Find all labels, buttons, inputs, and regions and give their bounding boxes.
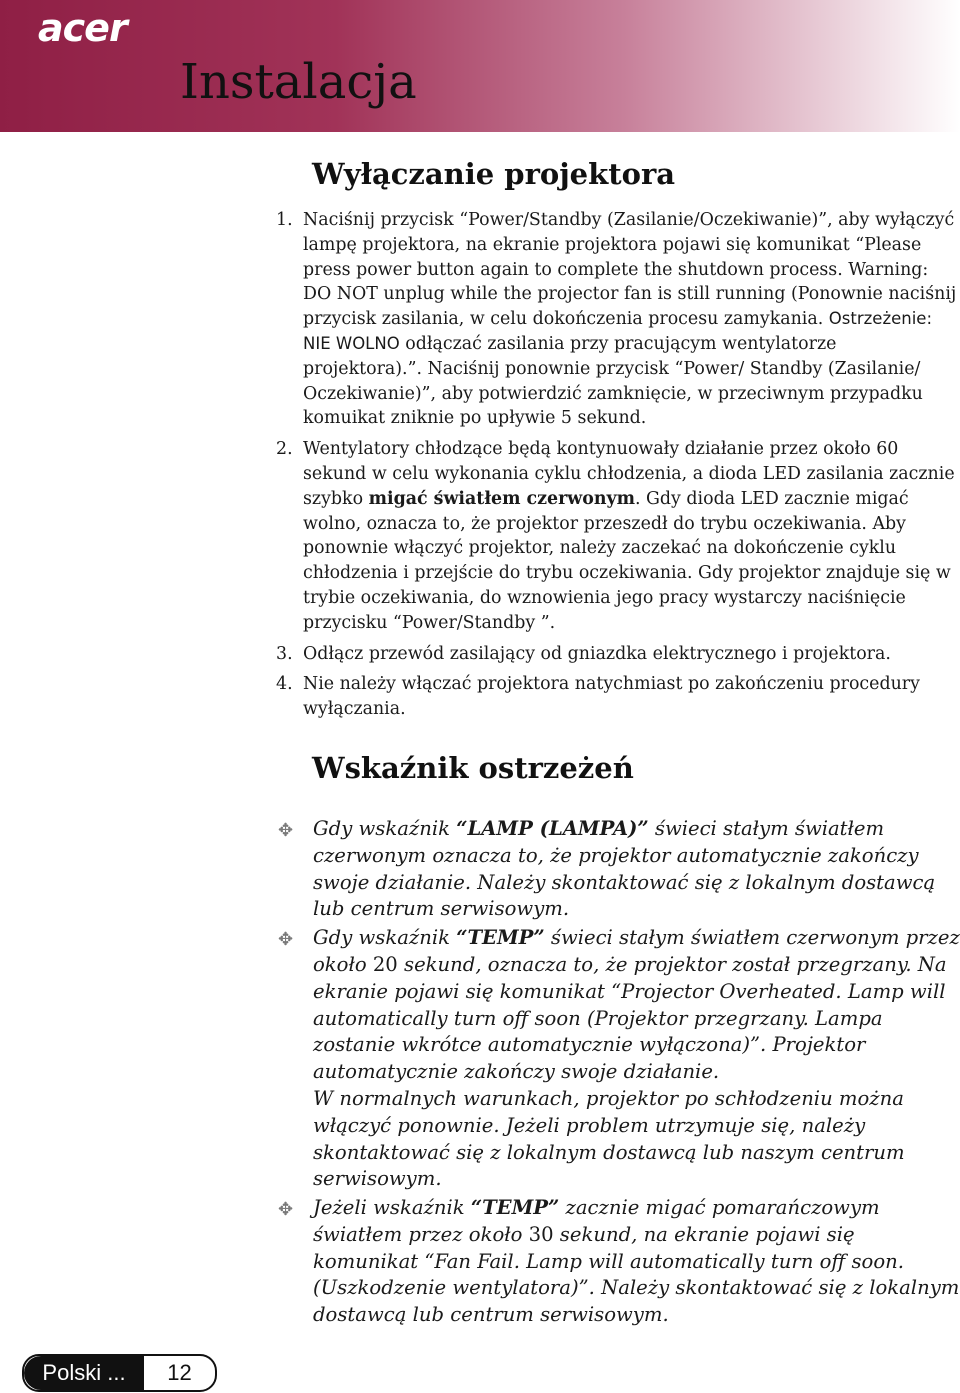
warning-text: Gdy wskaźnik <box>313 926 457 950</box>
footer-language: Polski ... <box>24 1356 144 1390</box>
list-item <box>276 208 960 431</box>
step-text-continued: . Gdy dioda LED zacznie migać wolno, oznacza to, że projektor przeszedł do trybu oczekiwania. Aby ponownie włączyć projektor, należy zaczekać na dokończenie cyklu chłodzenia i przejście do trybu oczekiwania. Gdy projektor znajduje się w trybie oczekiwania, do wznowienia jego pracy wystarczy naciśnięcie przycisku “Power/Standby ”. <box>303 488 951 633</box>
warning-text-continued: sekund, na ekranie pojawi się komunikat “Fan Fail. Lamp will automatically turn off soon.(Uszkodzenie wentylatora)”. Należy skontaktować się z lokalnym dostawcą lub centrum serwisowym. <box>313 1222 960 1327</box>
section-title-shutdown: Wyłączanie projektora <box>312 157 676 191</box>
warning-indicator-name: “TEMP” <box>470 1196 560 1220</box>
warning-list <box>276 816 960 1329</box>
warning-seconds: 30 <box>528 1222 554 1246</box>
section-title-warnings: Wskaźnik ostrzeżeń <box>312 750 634 785</box>
step-text: Naciśnij przycisk “Power/Standby (Zasilanie/Oczekiwanie)”, aby wyłączyć lampę projektora, na ekranie projektora pojawi się komunikat “Please press power button again to complete the shutdown process. Warning: DO NOT unplug while the projector fan is still running (Ponownie naciśnij przycisk zasilania, w celu dokończenia procesu zamykania. <box>303 210 957 330</box>
warning-text-mid: zacznie migać pomarańczowym światłem przez około <box>313 1196 880 1246</box>
warning-indicator-name: “LAMP (LAMPA)” <box>456 816 649 840</box>
warning-text-mid: świeci stałym światłem czerwonym przez około <box>313 926 960 976</box>
main-content <box>276 150 960 1331</box>
warning-indicator-name: “TEMP” <box>456 926 545 950</box>
warning-seconds: 20 <box>372 952 398 976</box>
page-footer <box>22 1354 217 1392</box>
warning-note: W normalnych warunkach, projektor po schłodzeniu można włączyć ponownie. Jeżeli problem utrzymuje się, należy skontaktować się z lokalnym dostawcą lub naszym centrum serwisowym. <box>313 1086 905 1191</box>
header-bar <box>0 0 960 132</box>
step-text-continued: odłączać zasilania przy pracującym wentylatorze projektora).”. Naciśnij ponownie przycisk “Power/ Standby (Zasilanie/ Oczekiwanie)”, aby potwierdzić zamknięcie, w przeciwnym przypadku komuikat zniknie po upływie 5 sekund. <box>303 333 923 429</box>
list-item <box>276 437 960 635</box>
step-number: 2. <box>276 439 293 460</box>
shutdown-steps <box>276 208 960 722</box>
list-item <box>276 816 960 923</box>
list-item <box>276 925 960 1193</box>
diamond-bullet-icon: ✥ <box>278 929 294 951</box>
step-number: 4. <box>276 674 293 695</box>
step-text: Odłącz przewód zasilający od gniazdka elektrycznego i projektora. <box>303 643 891 664</box>
step-number: 1. <box>276 210 293 230</box>
warning-text-continued: sekund, oznacza to, że projektor został przegrzany. Na ekranie pojawi się komunikat “Projector Overheated. Lamp will automatically turn off soon (Projektor przegrzany. Lampa zostanie wkrótce automatycznie wyłączona)”. Projektor automatycznie zakończy swoje działanie. <box>313 952 947 1084</box>
step-text: Wentylatory chłodzące będą kontynuowały działanie przez około 60 sekund w celu wykonania cyklu chłodzenia, a dioda LED zasilania zacznie szybko <box>303 439 955 509</box>
diamond-bullet-icon: ✥ <box>278 819 294 841</box>
step-text-sans: Ostrzeżenie: NIE WOLNO <box>303 309 933 353</box>
step-text-bold: migać światłem czerwonym <box>368 488 635 509</box>
list-item <box>276 672 960 722</box>
acer-logo: acer <box>38 6 127 50</box>
chapter-title: Instalacja <box>180 54 417 110</box>
warning-text: Jeżeli wskaźnik <box>313 1196 471 1220</box>
warning-text-continued: świeci stałym światłem czerwonym oznacza to, że projektor automatycznie zakończy swoje działanie. Należy skontaktować się z lokalnym dostawcą lub centrum serwisowym. <box>313 816 936 921</box>
warning-text: Gdy wskaźnik <box>313 816 457 840</box>
page-number: 12 <box>167 1360 192 1385</box>
list-item <box>276 642 960 667</box>
step-text: Nie należy włączać projektora natychmiast po zakończeniu procedury wyłączania. <box>303 674 920 720</box>
diamond-bullet-icon: ✥ <box>278 1199 294 1221</box>
list-item <box>276 1195 960 1329</box>
step-number: 3. <box>276 643 293 664</box>
